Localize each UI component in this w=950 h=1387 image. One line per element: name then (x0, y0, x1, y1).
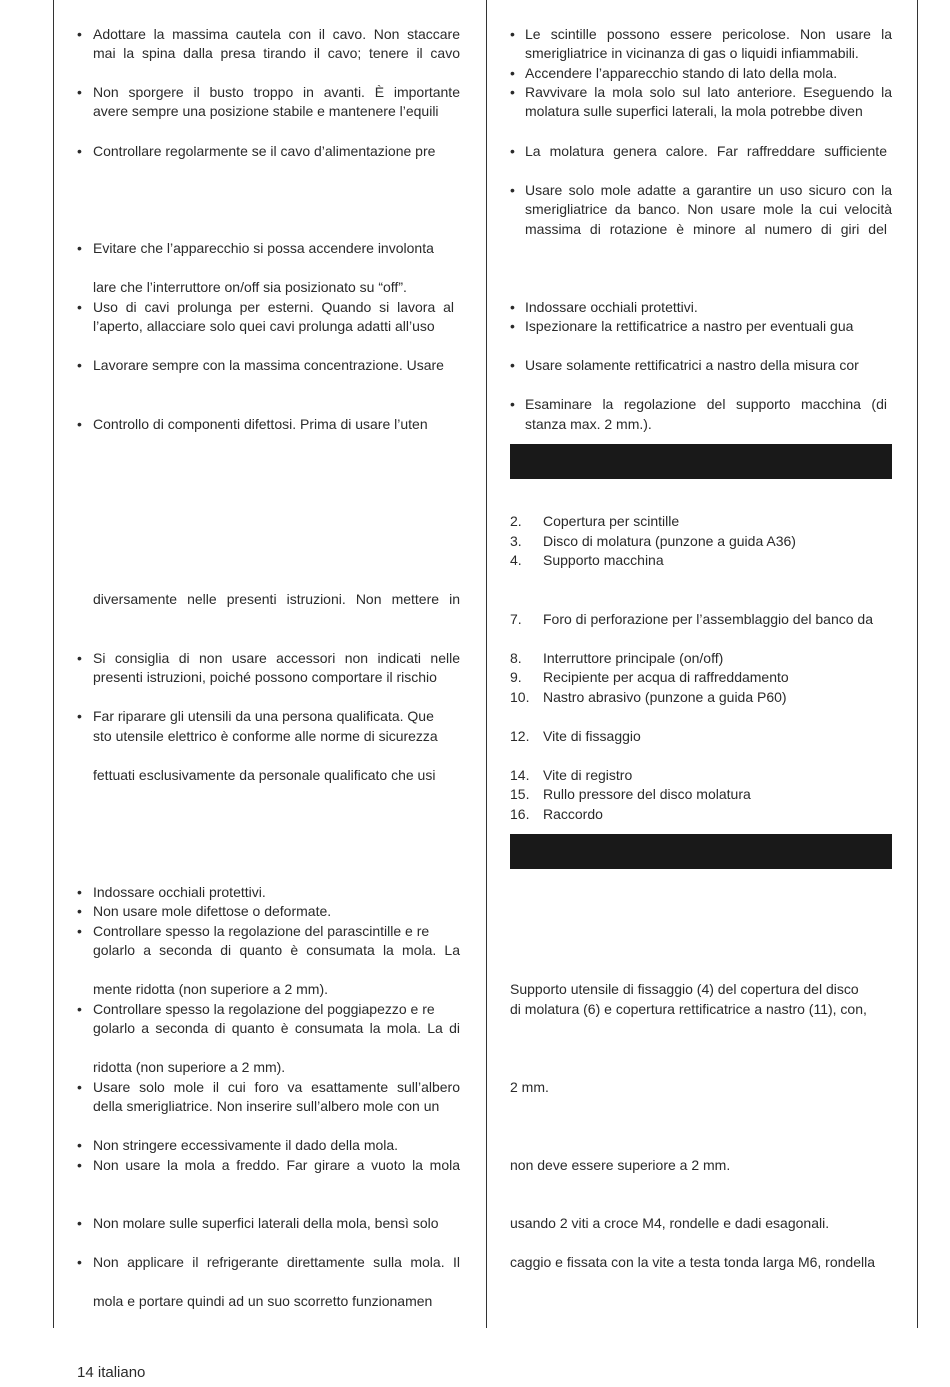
left-text-line: Non sporgere il busto troppo in avanti. È importante (93, 84, 460, 100)
part-label: Recipiente per acqua di raffreddamento (543, 669, 789, 685)
left-text-line: Non molare sulle superfici laterali della mola, bensì solo (93, 1215, 439, 1231)
left-page-rule (53, 0, 54, 1328)
right-text-line: La molatura genera calore. Far raffreddare sufficiente (525, 143, 887, 159)
left-text-line: Non applicare il refrigerante direttamente sulla mola. Il (93, 1254, 460, 1270)
part-label: Disco di molatura (punzone a guida A36) (543, 533, 796, 549)
part-number: 16. (510, 806, 530, 822)
bullet-marker: • (77, 299, 82, 315)
left-text-line: Non usare mole difettose o deformate. (93, 903, 332, 919)
footer-language: italiano (97, 1364, 146, 1381)
bullet-marker: • (77, 84, 82, 100)
part-number: 10. (510, 689, 530, 705)
left-text-line: Non usare la mola a freddo. Far girare a vuoto la mola (93, 1157, 460, 1173)
bullet-marker: • (77, 650, 82, 666)
left-text-line: avere sempre una posizione stabile e mantenere l’equili (93, 103, 439, 119)
left-text-line: Lavorare sempre con la massima concentrazione. Usare (93, 357, 444, 373)
part-label: Raccordo (543, 806, 603, 822)
part-label: Vite di fissaggio (543, 728, 641, 744)
part-number: 4. (510, 552, 522, 568)
left-text-line: Far riparare gli utensili da una persona qualificata. Que (93, 708, 434, 724)
right-text-line: Indossare occhiali protettivi. (525, 299, 698, 315)
left-text-line: sto utensile elettrico è conforme alle norme di sicurezza (93, 728, 438, 744)
part-number: 8. (510, 650, 522, 666)
assembly-text-line: usando 2 viti a croce M4, rondelle e dadi esagonali. (510, 1215, 830, 1231)
section-heading-bar (510, 834, 892, 869)
bullet-marker: • (77, 708, 82, 724)
part-label: Rullo pressore del disco molatura (543, 786, 751, 802)
left-text-line: mente ridotta (non superiore a 2 mm). (93, 981, 328, 997)
assembly-text-line: Supporto utensile di fissaggio (4) del copertura del disco (510, 981, 859, 997)
left-text-line: Indossare occhiali protettivi. (93, 884, 266, 900)
part-number: 15. (510, 786, 530, 802)
left-text-line: golarlo a seconda di quanto è consumata la mola. La di (93, 1020, 460, 1036)
bullet-marker: • (77, 884, 82, 900)
left-text-line: ridotta (non superiore a 2 mm). (93, 1059, 286, 1075)
assembly-text-line: di molatura (6) e copertura rettificatrice a nastro (11), con, (510, 1001, 867, 1017)
left-text-line: Controllare regolarmente se il cavo d’alimentazione pre (93, 143, 436, 159)
part-label: Supporto macchina (543, 552, 664, 568)
right-text-line: Ispezionare la rettificatrice a nastro per eventuali gua (525, 318, 854, 334)
bullet-marker: • (77, 416, 82, 432)
bullet-marker: • (77, 1001, 82, 1017)
bullet-marker: • (510, 357, 515, 373)
part-number: 3. (510, 533, 522, 549)
left-text-line: Uso di cavi prolunga per esterni. Quando si lavora al (93, 299, 454, 315)
right-text-line: Accendere l’apparecchio stando di lato della mola. (525, 65, 838, 81)
assembly-text-line: caggio e fissata con la vite a testa tonda larga M6, rondella (510, 1254, 875, 1270)
left-text-line: Controllare spesso la regolazione del poggiapezzo e re (93, 1001, 435, 1017)
bullet-marker: • (510, 182, 515, 198)
bullet-marker: • (510, 396, 515, 412)
bullet-marker: • (77, 1137, 82, 1153)
bullet-marker: • (77, 923, 82, 939)
bullet-marker: • (77, 26, 82, 42)
right-text-line: Esaminare la regolazione del supporto macchina (di (525, 396, 887, 412)
bullet-marker: • (77, 1079, 82, 1095)
part-label: Foro di perforazione per l’assemblaggio del banco da (543, 611, 873, 627)
bullet-marker: • (510, 65, 515, 81)
left-text-line: della smerigliatrice. Non inserire sull’albero mole con un (93, 1098, 440, 1114)
left-text-line: presenti istruzioni, poiché possono comportare il rischio (93, 669, 437, 685)
part-number: 2. (510, 513, 522, 529)
assembly-text-line: 2 mm. (510, 1079, 549, 1095)
section-heading-bar (510, 444, 892, 479)
bullet-marker: • (510, 318, 515, 334)
left-text-line: Evitare che l’apparecchio si possa accendere involonta (93, 240, 434, 256)
left-text-line: Adottare la massima cautela con il cavo. Non staccare (93, 26, 460, 42)
bullet-marker: • (77, 143, 82, 159)
bullet-marker: • (77, 357, 82, 373)
left-text-line: lare che l’interruttore on/off sia posizionato su “off”. (93, 279, 407, 295)
left-text-line: Si consiglia di non usare accessori non indicati nelle (93, 650, 460, 666)
left-text-line: Controllare spesso la regolazione del parascintille e re (93, 923, 430, 939)
bullet-marker: • (510, 84, 515, 100)
part-number: 9. (510, 669, 522, 685)
left-text-line: mola e portare quindi ad un suo scorretto funzionamen (93, 1293, 433, 1309)
right-text-line: Usare solamente rettificatrici a nastro della misura cor (525, 357, 859, 373)
part-label: Nastro abrasivo (punzone a guida P60) (543, 689, 787, 705)
part-number: 14. (510, 767, 530, 783)
bullet-marker: • (77, 240, 82, 256)
left-text-line: fettuati esclusivamente da personale qualificato che usi (93, 767, 436, 783)
bullet-marker: • (77, 1215, 82, 1231)
right-text-line: Ravvivare la mola solo sul lato anteriore. Eseguendo la (525, 84, 892, 100)
part-label: Vite di registro (543, 767, 633, 783)
column-divider-rule (486, 0, 487, 1328)
left-text-line: Non stringere eccessivamente il dado della mola. (93, 1137, 399, 1153)
left-text-line: Controllo di componenti difettosi. Prima di usare l’uten (93, 416, 428, 432)
left-text-line: mai la spina dalla presa tirando il cavo; tenere il cavo (93, 45, 460, 61)
bullet-marker: • (510, 26, 515, 42)
left-text-line: Usare solo mole il cui foro va esattamente sull’albero (93, 1079, 460, 1095)
page-number: 14 (77, 1364, 94, 1381)
part-number: 7. (510, 611, 522, 627)
page-footer (77, 1363, 145, 1382)
bullet-marker: • (510, 143, 515, 159)
right-text-line: stanza max. 2 mm.). (525, 416, 652, 432)
right-text-line: massima di rotazione è minore al numero di giri del (525, 221, 887, 237)
right-page-rule (917, 0, 918, 1328)
assembly-text-line: non deve essere superiore a 2 mm. (510, 1157, 731, 1173)
bullet-marker: • (77, 1254, 82, 1270)
part-number: 12. (510, 728, 530, 744)
right-text-line: molatura sulle superfici laterali, la mola potrebbe diven (525, 103, 863, 119)
bullet-marker: • (510, 299, 515, 315)
left-text-line: diversamente nelle presenti istruzioni. Non mettere in (93, 591, 460, 607)
right-text-line: smerigliatrice in vicinanza di gas o liquidi infiammabili. (525, 45, 859, 61)
right-text-line: Le scintille possono essere pericolose. Non usare la (525, 26, 892, 42)
bullet-marker: • (77, 1157, 82, 1173)
left-text-line: l’aperto, allacciare solo quei cavi prolunga adatti all’uso (93, 318, 435, 334)
part-label: Interruttore principale (on/off) (543, 650, 724, 666)
part-label: Copertura per scintille (543, 513, 680, 529)
bullet-marker: • (77, 903, 82, 919)
left-text-line: golarlo a seconda di quanto è consumata la mola. La (93, 942, 460, 958)
right-text-line: Usare solo mole adatte a garantire un uso sicuro con la (525, 182, 892, 198)
right-text-line: smerigliatrice da banco. Non usare mole la cui velocità (525, 201, 892, 217)
